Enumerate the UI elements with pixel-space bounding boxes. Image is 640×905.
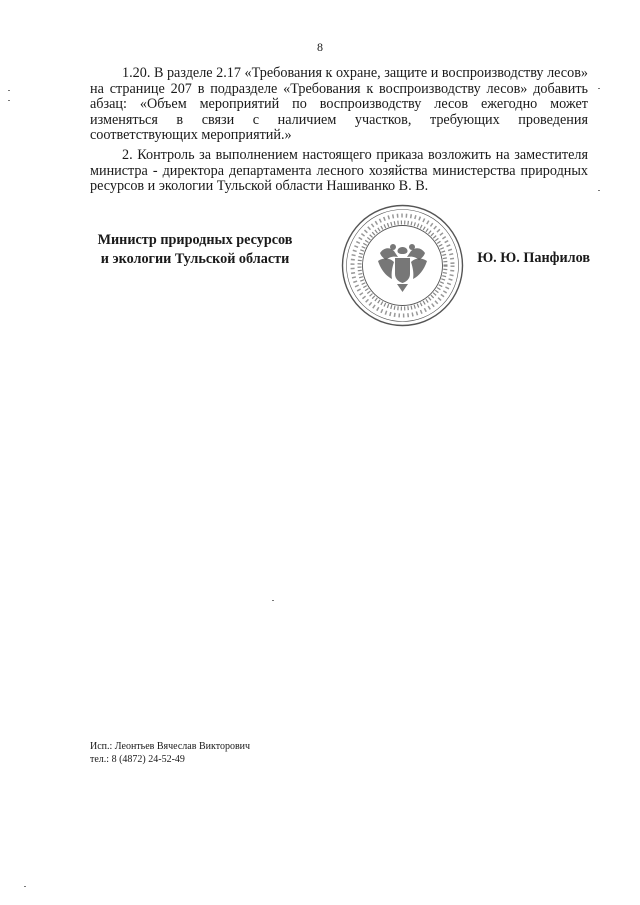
document-body [90, 66, 588, 199]
signatory-position-line1: Министр природных ресурсов [97, 232, 293, 248]
scan-speck [8, 90, 10, 91]
executor-info [90, 740, 250, 766]
signatory-name: Ю. Ю. Панфилов [477, 250, 590, 266]
scan-speck [272, 600, 274, 601]
signatory-position-line2: и экологии Тульской области [100, 251, 290, 267]
executor-phone: тел.: 8 (4872) 24-52-49 [90, 754, 185, 765]
paragraph-2: 2. Контроль за выполнением настоящего приказа возложить на заместителя министра - директора департамента лесного хозяйства министерства природных ресурсов и экологии Тульской области Нашиванко В. В. [90, 146, 588, 195]
paragraph-1-20: 1.20. В разделе 2.17 «Требования к охране, защите и воспроизводству лесов» на странице 207 в подразделе «Требования к воспроизводству лесов» добавить абзац: «Объем мероприятий по воспроизводству лесов ежегодно может изменяться в связи с наличием участков, требующих проведения соответствующих мероприятий.» [90, 65, 588, 144]
scan-speck [24, 886, 26, 887]
scan-speck [8, 100, 10, 101]
signatory-position [90, 231, 300, 269]
double-headed-eagle-icon [378, 244, 427, 292]
scan-speck [598, 88, 600, 89]
official-seal-icon [340, 203, 465, 328]
page-number: 8 [317, 40, 323, 54]
executor-name: Исп.: Леонтьев Вячеслав Викторович [90, 741, 251, 752]
scan-speck [598, 190, 600, 191]
